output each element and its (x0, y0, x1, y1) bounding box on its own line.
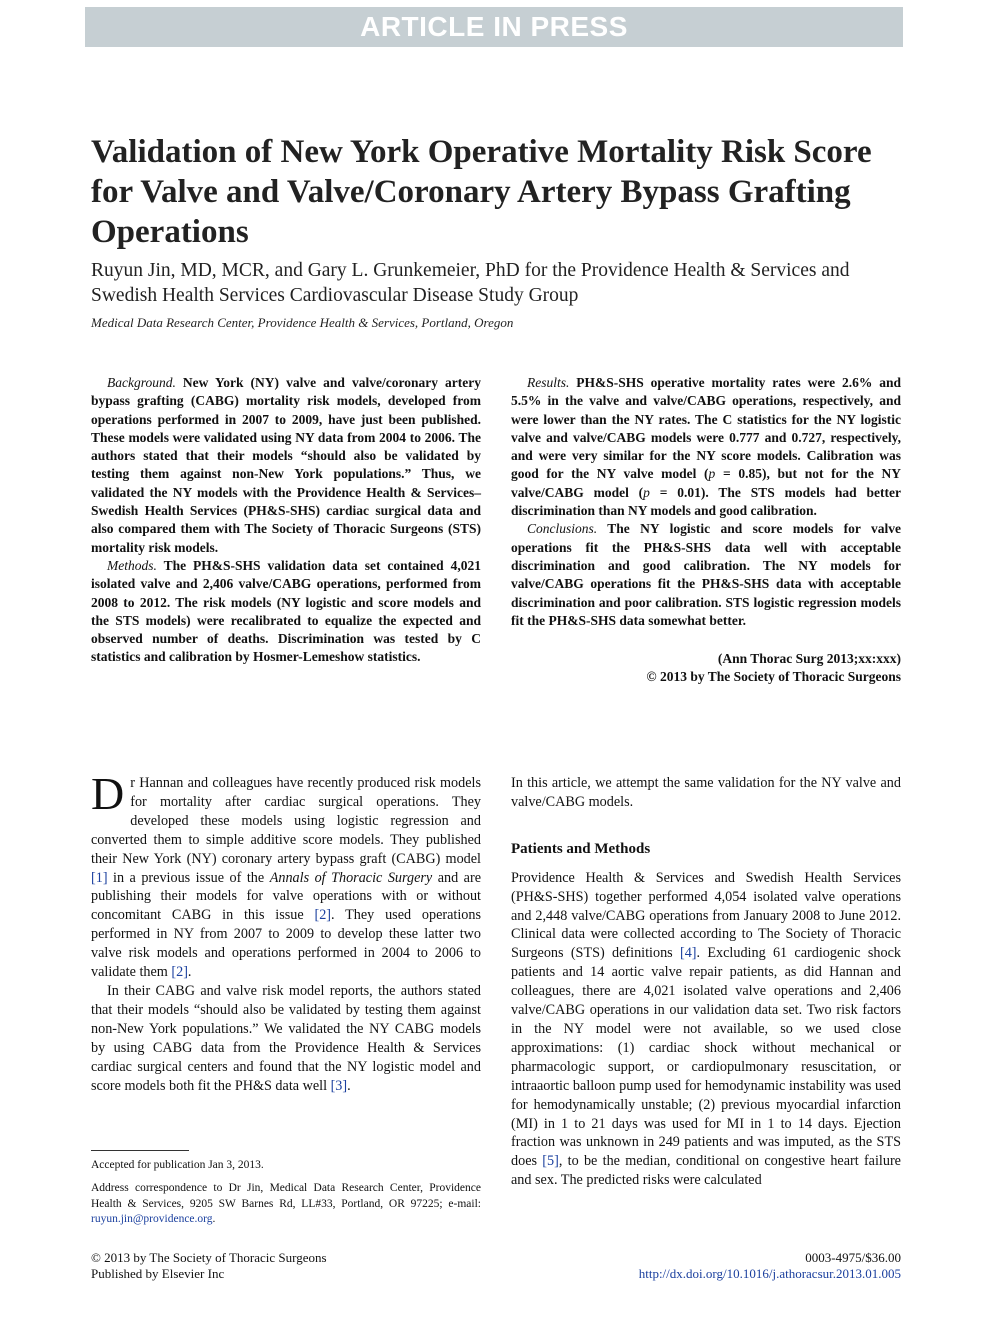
body-text: . Excluding 61 cardiogenic shock patients and 14 aortic valve repair patients, as did Hannan and colleagues, there are 4,021 isolated valve operations and 2,406 valve/CABG operations in our validation data set. Two risk factors in the NY model were not available, so we used close approximations: (1) cardiac shock without mechanical or pharmacologic support, or cardiopulmonary resuscitation, or intraaortic balloon pump used for hemodynamic instability was used for hemodynamically unstable; (2) previous myocardial infarction (MI) in 1 to 21 days was used for MI in 1 to 14 days. Ejection fraction was unknown in 249 patients and was imputed, as the STS does (511, 945, 901, 1170)
journal-name: Annals of Thoracic Surgery (269, 869, 433, 886)
body-text: . (347, 1077, 351, 1094)
background-label: Background. (107, 375, 176, 390)
footer-publisher: Published by Elsevier Inc (91, 1266, 225, 1281)
reference-link-5[interactable]: [5] (542, 1153, 559, 1170)
email-link[interactable]: ruyun.jin@providence.org (91, 1213, 213, 1225)
abstract-methods (91, 557, 481, 667)
footer-left (91, 1250, 327, 1282)
methods-label: Methods. (107, 557, 157, 573)
p-symbol: p (643, 484, 650, 500)
methods-text: The PH&S-SHS validation data set contained 4,021 isolated valve and 2,406 valve/CABG operations, performed from 2008 to 2012. The risk models (NY logistic and score models and the STS models) were recalibrated to equalize the expected and observed number of deaths. Discrimination was tested by C statistics and calibration by Hosmer-Lemeshow statistics. (91, 557, 481, 665)
results-text-c: = 0.01). The STS models had better discrimination than NY models and good calibration. (511, 484, 901, 519)
abstract-right-column (511, 374, 901, 687)
conclusions-label: Conclusions. (527, 521, 598, 537)
body-text: r Hannan and colleagues have recently produced risk models for mortality after cardiac surgical operations. They developed these models using logistic regression and converted them to simple additive score models. They published their New York (NY) coronary artery bypass graft (CABG) model (91, 775, 481, 867)
author-list: Ruyun Jin, MD, MCR, and Gary L. Grunkemeier, PhD for the Providence Health & Services and Swedish Health Services Cardiovascular Disease Study Group (91, 260, 850, 306)
body-right-column (511, 774, 901, 1190)
section-heading: Patients and Methods (511, 840, 651, 857)
footer-right (560, 1250, 901, 1282)
reference-link-2[interactable]: [2] (314, 907, 332, 924)
results-text-a: PH&S-SHS operative mortality rates were 2.6% and 5.5% in the valve and valve/CABG operations, respectively, and were lower than the NY rates. The C statistics for the NY logistic valve and valve/CABG models were 0.777 and 0.727, respectively, and were very similar for the NY score models. Calibration was good for the NY valve model ( (511, 375, 901, 482)
affiliation: Medical Data Research Center, Providence Health & Services, Portland, Oregon (91, 315, 514, 330)
abstract-conclusions (511, 520, 901, 630)
correspondence-note (91, 1181, 481, 1228)
footnote-divider (91, 1150, 189, 1151)
drop-cap: D (91, 768, 125, 819)
accepted-note: Accepted for publication Jan 3, 2013. (91, 1159, 264, 1171)
footer-issn: 0003-4975/$36.00 (805, 1250, 901, 1265)
results-text-b: = 0.85), but not for the NY valve/CABG model ( (511, 466, 901, 500)
reference-link-1[interactable]: [1] (91, 869, 108, 886)
body-text: in a previous issue of the (107, 869, 270, 886)
address-text: Address correspondence to Dr Jin, Medical Data Research Center, Providence Health & Services, 9205 SW Barnes Rd, LL#33, Portland, OR 97225; e-mail: (91, 1182, 481, 1210)
abstract-copyright: © 2013 by The Society of Thoracic Surgeons (646, 669, 901, 685)
body-text: , to be the median, conditional on congestive heart failure and sex. The predicted risks were calculated (511, 1153, 901, 1189)
journal-citation: (Ann Thorac Surg 2013;xx:xxx) (717, 651, 901, 667)
abstract-background (91, 374, 481, 557)
abstract-results (511, 374, 901, 520)
body-text: In their CABG and valve risk model reports, the authors stated that their models “should also be validated by testing them against non-New York populations.” We validated the NY CABG models by using CABG data from the Providence Health & Services cardiac surgical centers and found that the NY logistic model and score models both fit the PH&S data well (91, 982, 481, 1094)
body-paragraph-4 (511, 869, 901, 1190)
abstract-left-column (91, 374, 481, 667)
doi-link[interactable]: http://dx.doi.org/10.1016/j.athoracsur.2013.01.005 (638, 1266, 901, 1281)
body-left-column (91, 768, 481, 1095)
background-text: New York (NY) valve and valve/coronary artery bypass grafting (CABG) mortality risk models, developed from operations performed in 2007 to 2009, have just been published. These models were validated using NY data from 2004 to 2006. The authors stated that their models “should also be validated by testing them against non-New York populations.” Thus, we validated the NY models with the Providence Health & Services–Swedish Health Services (PH&S-SHS) cardiac surgical data and also compared them with The Society of Thoracic Surgeons (STS) mortality risk models. (91, 375, 481, 555)
body-text: and are publishing their models for valve operations with or without concomitant CABG in this issue (91, 869, 481, 924)
results-label: Results. (527, 375, 570, 390)
reference-link-2[interactable]: [2] (171, 964, 188, 981)
body-text: . (187, 964, 192, 981)
body-text: Providence Health & Services and Swedish Health Services (PH&S-SHS) together performed 4,054 isolated valve operations and 2,448 valve/CABG operations from January 2008 to June 2012. Clinical data were collected according to The Society of Thoracic Surgeons (STS) definitions (511, 869, 901, 962)
article-title: Validation of New York Operative Mortality Risk Score for Valve and Valve/Coronary Artery Bypass Grafting Operations (91, 134, 872, 250)
body-text: . They used operations performed in NY from 2007 to 2009 to develop these latter two valve risk models and operations performed in 2004 to 2006 to validate them (91, 907, 481, 981)
conclusions-text: The NY logistic and score models for valve operations fit the PH&S-SHS data well with acceptable discrimination and good calibration. The NY models for valve/CABG operations fit the PH&S-SHS data with acceptable discrimination and poor calibration. STS logistic regression models fit the PH&S-SHS data somewhat better. (511, 521, 901, 628)
body-paragraph-3: In this article, we attempt the same validation for the NY valve and valve/CABG models. (511, 775, 901, 810)
article-in-press-banner: ARTICLE IN PRESS (85, 7, 903, 47)
footer-copyright: © 2013 by The Society of Thoracic Surgeons (91, 1250, 327, 1265)
reference-link-3[interactable]: [3] (330, 1077, 348, 1094)
address-end: . (212, 1213, 216, 1225)
body-paragraph-1 (91, 768, 481, 982)
citation-block (511, 650, 901, 687)
p-symbol: p (708, 466, 716, 482)
reference-link-4[interactable]: [4] (679, 945, 697, 962)
body-paragraph-2 (91, 982, 481, 1095)
